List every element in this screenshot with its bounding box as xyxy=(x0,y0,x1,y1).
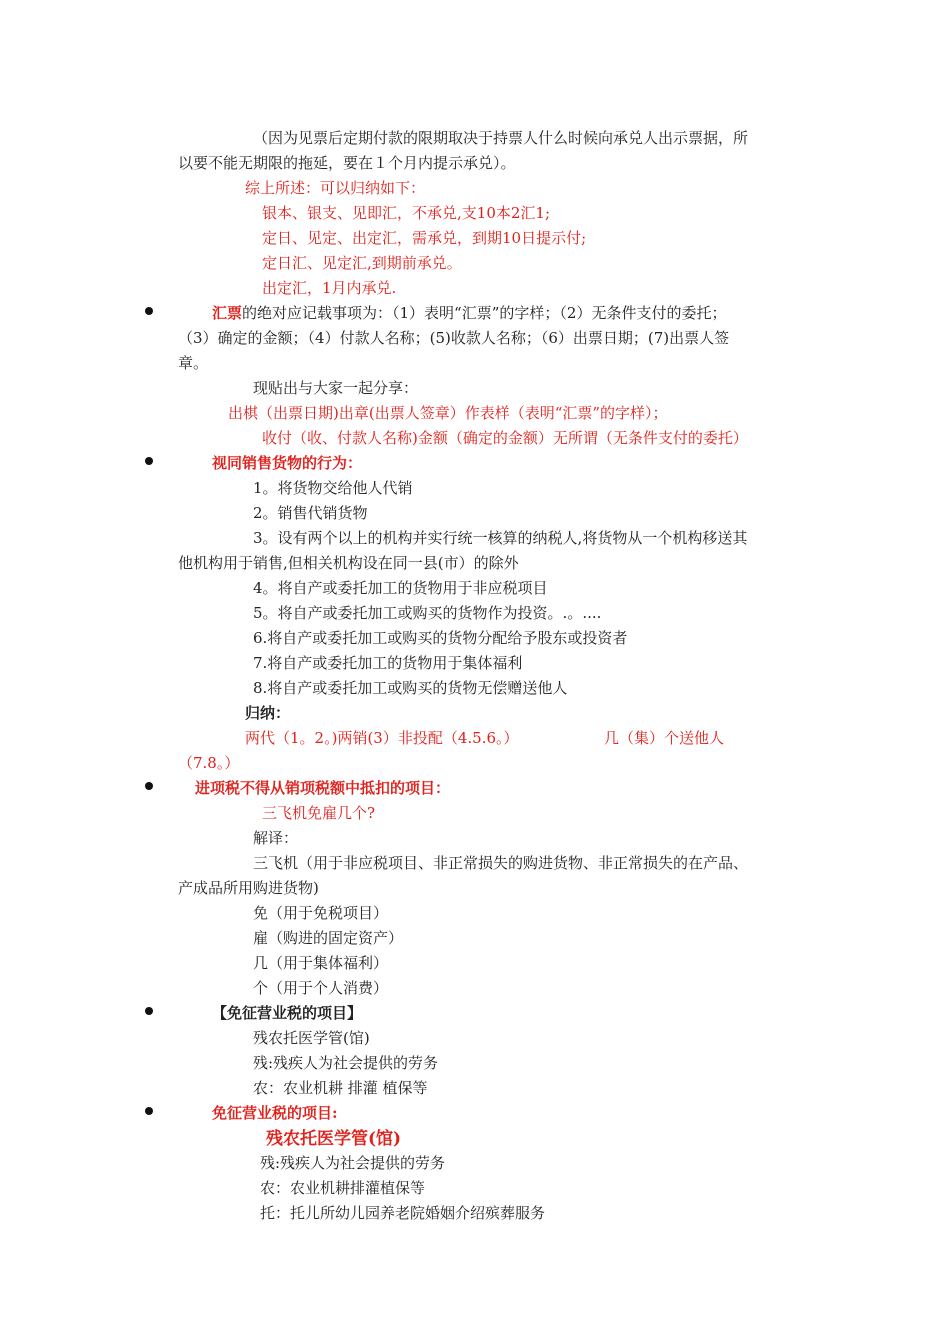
list-item: 雇（购进的固定资产） xyxy=(253,929,404,947)
bullet-icon xyxy=(145,457,153,465)
rule-line: 定日汇、见定汇,到期前承兑。 xyxy=(262,254,462,272)
list-item: 残农托医学管(馆) xyxy=(253,1029,370,1047)
mnemonic-line: 两代（1。2。)两销(3）非投配（4.5.6。） xyxy=(245,729,519,747)
share-line: 现贴出与大家一起分享： xyxy=(253,379,419,397)
list-item: 5。将自产或委托加工或购买的货物作为投资。.。.... xyxy=(253,604,602,622)
bullet-icon xyxy=(145,1007,153,1015)
list-item: 2。销售代销货物 xyxy=(253,504,368,522)
section-title: 进项税不得从销项税额中抵扣的项目： xyxy=(195,779,451,797)
bullet-icon xyxy=(145,307,153,315)
bill-items-line xyxy=(212,303,726,323)
list-item: 农：农业机耕 排灌 植保等 xyxy=(253,1079,428,1097)
bill-items-text: 的绝对应记载事项为：（1）表明“汇票”的字样；（2）无条件支付的委托； xyxy=(242,304,727,322)
list-item: 残:残疾人为社会提供的劳务 xyxy=(253,1054,439,1072)
rule-line: 银本、银支、见即汇，不承兑,支10本2汇1; xyxy=(262,204,550,222)
summary-label: 归纳： xyxy=(245,704,291,722)
paragraph-line: 以要不能无期限的拖延，要在１个月内提示承兑）。 xyxy=(178,154,516,172)
list-item: 3。设有两个以上的机构并实行统一核算的纳税人,将货物从一个机构移送其 xyxy=(253,529,748,547)
list-item: 三飞机（用于非应税项目、非正常损失的购进货物、非正常损失的在产品、 xyxy=(253,854,749,872)
mnemonic-heading: 残农托医学管(馆) xyxy=(266,1129,402,1149)
paragraph-line: 章。 xyxy=(178,354,209,372)
mnemonic-line: 出棋（出票日期)出章(出票人签章）作表样（表明“汇票”的字样）； xyxy=(228,404,668,422)
bill-heading: 汇票 xyxy=(212,304,243,322)
rule-line: 定日、见定、出定汇，需承兑，到期10日提示付; xyxy=(262,229,587,247)
list-item: 1。将货物交给他人代销 xyxy=(253,479,413,497)
list-item: 个（用于个人消费） xyxy=(253,979,389,997)
rule-line: 出定汇，1月内承兑. xyxy=(262,279,397,297)
section-title: 【免征营业税的项目】 xyxy=(212,1004,363,1022)
summary-heading: 综上所述：可以归纳如下： xyxy=(245,179,426,197)
list-item: 托：托儿所幼儿园养老院婚姻介绍殡葬服务 xyxy=(260,1204,546,1222)
section-title: 免征营业税的项目: xyxy=(212,1104,338,1122)
paragraph-line: （3）确定的金额；（4）付款人名称；(5)收款人名称；（6）出票日期；(7)出票人签 xyxy=(178,329,730,347)
list-item: 8.将自产或委托加工或购买的货物无偿赠送他人 xyxy=(253,679,568,697)
list-item: 他机构用于销售,但相关机构设在同一县(市）的除外 xyxy=(178,554,519,572)
list-item: 农：农业机耕排灌植保等 xyxy=(260,1179,426,1197)
mnemonic-line: 三飞机免雇几个? xyxy=(262,804,376,822)
mnemonic-line: （7.8。） xyxy=(178,754,240,772)
bullet-icon xyxy=(145,782,153,790)
list-item: 7.将自产或委托加工的货物用于集体福利 xyxy=(253,654,523,672)
bullet-icon xyxy=(145,1107,153,1115)
list-item: 免（用于免税项目） xyxy=(253,904,389,922)
list-item: 几（用于集体福利） xyxy=(253,954,389,972)
list-item: 产成品所用购进货物) xyxy=(178,879,319,897)
list-item: 残:残疾人为社会提供的劳务 xyxy=(260,1154,446,1172)
explain-label: 解译： xyxy=(253,829,299,847)
paragraph-line: （因为见票后定期付款的限期取决于持票人什么时候向承兑人出示票据，所 xyxy=(253,129,749,147)
section-title: 视同销售货物的行为： xyxy=(212,454,363,472)
list-item: 4。将自产或委托加工的货物用于非应税项目 xyxy=(253,579,548,597)
list-item: 6.将自产或委托加工或购买的货物分配给予股东或投资者 xyxy=(253,629,628,647)
mnemonic-line: 几（集）个送他人 xyxy=(604,729,725,747)
mnemonic-line: 收付（收、付款人名称)金额（确定的金额）无所谓（无条件支付的委托） xyxy=(262,429,748,447)
